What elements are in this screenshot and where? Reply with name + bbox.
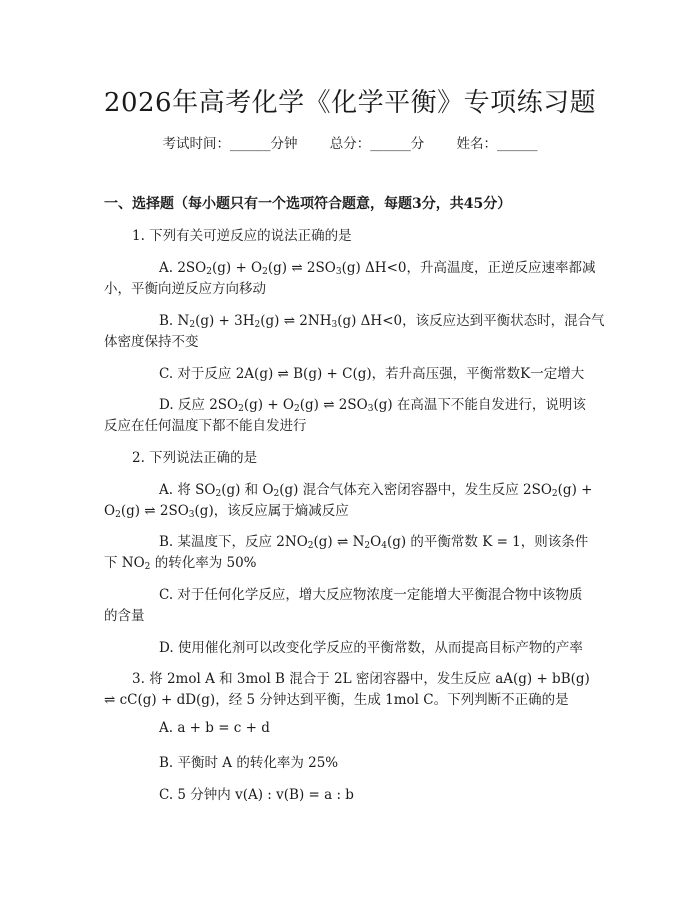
q1-option-d: D. 反应 $2SO_2(g) + O_2(g)$ ⇌ $2SO_3(g)$ 在高温下不能自发进行，说明该: [159, 397, 586, 414]
q2-option-b-continued: 下 $NO_2$ 的转化率为 50%: [104, 555, 257, 572]
q1-option-d-continued: 反应在任何温度下都不能自发进行: [104, 418, 307, 434]
q2-option-a-continued: $O_2(g)$ ⇌ $2SO_3(g)$，该反应属于熵减反应: [104, 503, 349, 520]
exam-meta: [0, 132, 700, 152]
q1-option-a: A. $2SO_2(g) + O_2(g)$ ⇌ $2SO_3(g)$ ΔH<0，升高温度，正逆反应速率都减: [159, 260, 596, 277]
question-3-stem-continued: ⇌ cC(g) + dD(g)，经 5 分钟达到平衡，生成 1mol C。下列判断不正确的是: [104, 692, 569, 708]
page-title: 2026年高考化学《化学平衡》专项练习题: [103, 88, 597, 118]
q2-option-a: A. 将 $SO_2(g)$ 和 $O_2(g)$ 混合气体充入密闭容器中，发生反应 $2SO_2(g)$ +: [159, 482, 593, 499]
exam-time-field: 考试时间：______分钟: [162, 136, 298, 152]
q1-option-a-continued: 小，平衡向逆反应方向移动: [104, 281, 266, 297]
q2-option-b: B. 某温度下，反应 $2NO_2(g)$ ⇌ $N_2O_4(g)$ 的平衡常数 K = 1，则该条件: [159, 534, 589, 551]
section-heading: 一、选择题（每小题只有一个选项符合题意，每题3分，共45分）: [104, 196, 512, 212]
q1-option-b: B. $N_2(g) + 3H_2(g)$ ⇌ $2NH_3(g)$ ΔH<0，该反应达到平衡状态时，混合气: [159, 313, 605, 330]
student-name-field: 姓名：______: [456, 136, 538, 152]
q2-option-d: D. 使用催化剂可以改变化学反应的平衡常数，从而提高目标产物的产率: [159, 640, 583, 656]
q3-option-a: A. a + b = c + d: [159, 720, 270, 736]
question-3-stem: 3. 将 2mol A 和 3mol B 混合于 2L 密闭容器中，发生反应 aA(g) + bB(g): [132, 671, 590, 687]
q3-option-c: C. 5 分钟内 v(A) : v(B) = a : b: [159, 787, 354, 803]
q2-option-c: C. 对于任何化学反应，增大反应物浓度一定能增大平衡混合物中该物质: [159, 587, 583, 603]
total-score-field: 总分：______分: [329, 136, 425, 152]
q3-option-b: B. 平衡时 A 的转化率为 25%: [159, 755, 339, 771]
q1-option-b-continued: 体密度保持不变: [104, 334, 199, 350]
question-2-stem: 2. 下列说法正确的是: [132, 450, 258, 466]
q2-option-c-continued: 的含量: [104, 608, 145, 624]
question-1-stem: 1. 下列有关可逆反应的说法正确的是: [132, 228, 352, 244]
q1-option-c: C. 对于反应 2A(g) ⇌ B(g) + C(g)，若升高压强，平衡常数K一定增大: [159, 366, 585, 382]
